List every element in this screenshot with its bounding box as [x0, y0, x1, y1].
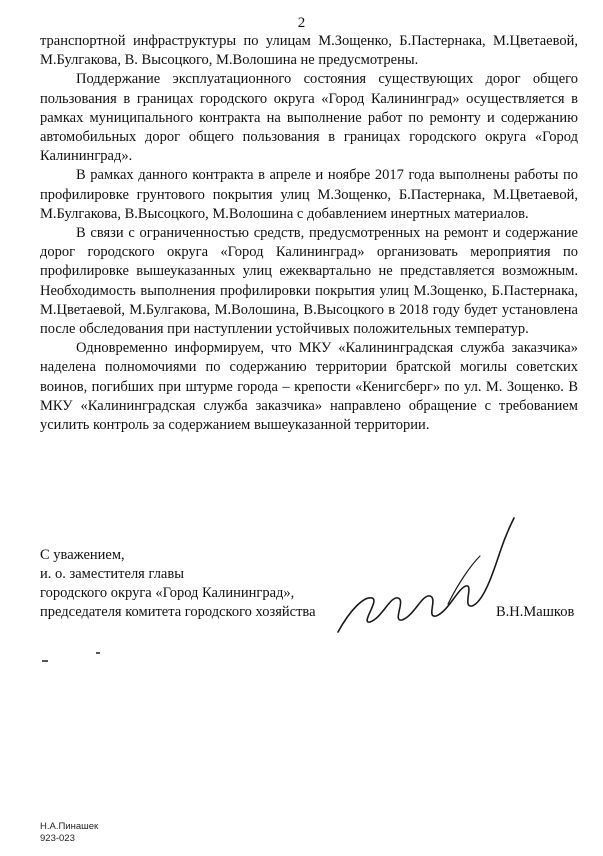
letter-body	[40, 32, 578, 435]
scan-mark	[42, 660, 48, 662]
signer-title-line-1: и. о. заместителя главы	[40, 566, 184, 582]
signer-title-line-3: председателя комитета городского хозяйства	[40, 604, 316, 620]
signature-block	[40, 546, 390, 622]
paragraph-1: транспортной инфраструктуры по улицам М.Зощенко, Б.Пастернака, М.Цветаевой, М.Булгакова, В. Высоцкого, М.Волошина не предусмотрены.	[40, 33, 578, 69]
executor-phone: 923-023	[40, 833, 75, 844]
closing-line: С уважением,	[40, 547, 125, 563]
scan-mark	[96, 652, 100, 654]
paragraph-4: В связи с ограниченностью средств, предусмотренных на ремонт и содержание дорог городского округа «Город Калининград» организовать мероприятия по профилировке вышеуказанных улиц ежеквартально не представляется возможным. Необходимость выполнения профилировки покрытия улиц М.Зощенко, Б.Пастернака, М.Цветаевой, М.Булгакова, М.Волошина, В.Высоцкого в 2018 году будет установлена после обследования при наступлении устойчивых положительных температур.	[40, 225, 578, 338]
page-number: 2	[297, 15, 306, 31]
paragraph-3: В рамках данного контракта в апреле и ноябре 2017 года выполнены работы по профилировке грунтового покрытия улиц М.Зощенко, Б.Пастернака, М.Цветаевой, М.Булгакова, В.Высоцкого, М.Волошина с добавлением инертных материалов.	[40, 167, 578, 222]
paragraph-2: Поддержание эксплуатационного состояния существующих дорог общего пользования в границах городского округа «Город Калининград» осуществляется в рамках муниципального контракта на выполнение работ по ремонту и содержанию автомобильных дорог общего пользования в границах городского округа «Город Калининград».	[40, 71, 578, 165]
signer-name: В.Н.Машков	[496, 604, 575, 620]
paragraph-5: Одновременно информируем, что МКУ «Калининградская служба заказчика» наделена полномочиями по содержанию территории братской могилы советских воинов, погибших при штурме города – крепости «Кенигсберг» по ул. М. Зощенко. В МКУ «Калининградская служба заказчика» направлено обращение с требованием усилить контроль за содержанием вышеуказанной территории.	[40, 340, 578, 434]
executor-footer	[40, 821, 98, 845]
executor-name: Н.А.Пинашек	[40, 821, 99, 832]
signer-title-line-2: городского округа «Город Калининград»,	[40, 585, 295, 601]
